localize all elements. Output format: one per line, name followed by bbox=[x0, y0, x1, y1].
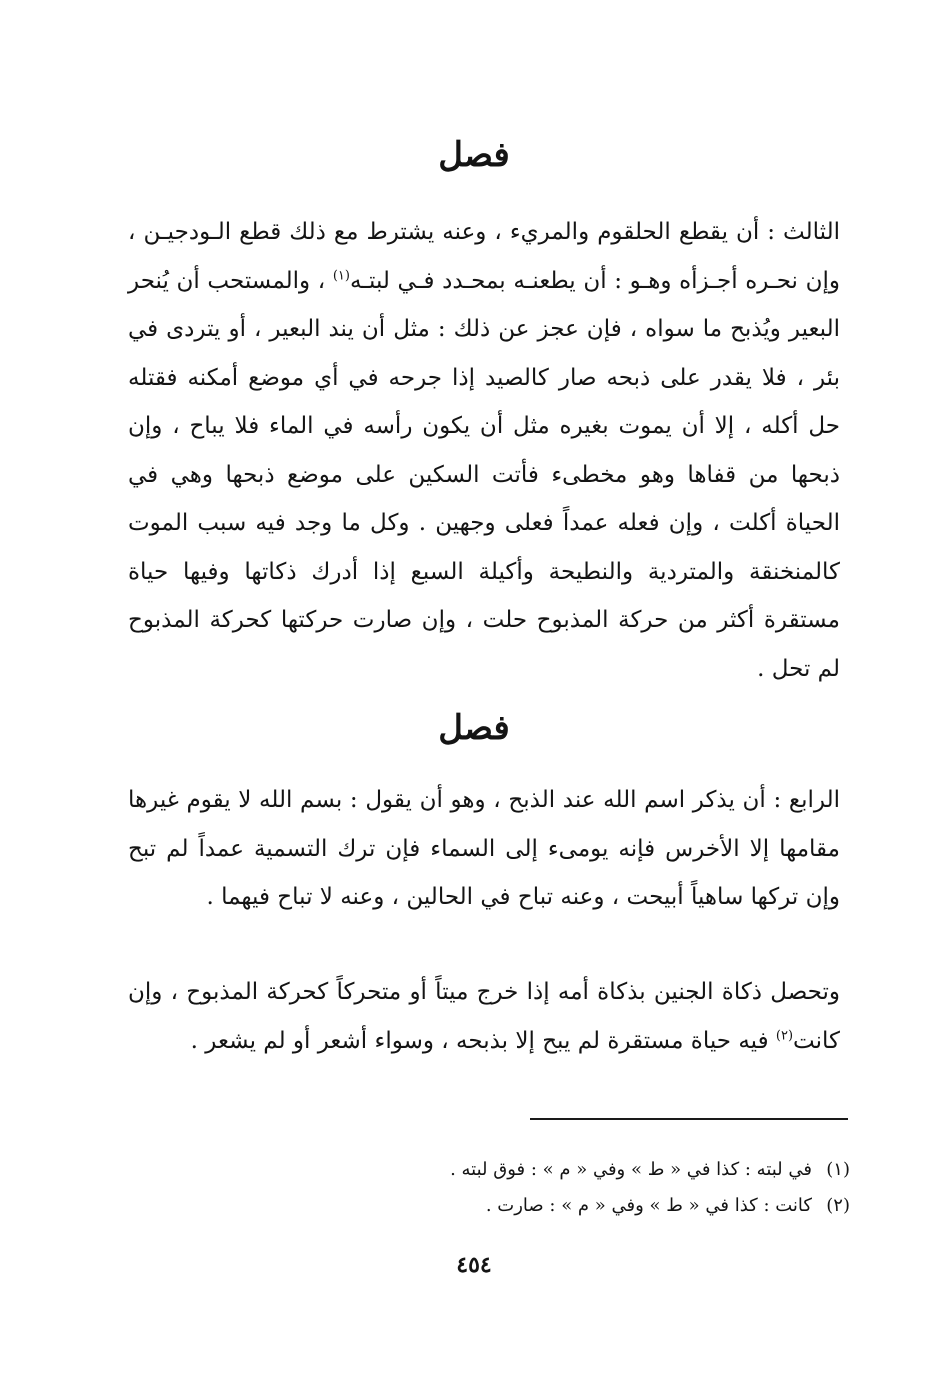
section-heading: فصل bbox=[438, 708, 510, 748]
footnote-text: في لبته : كذا في « ط » وفي « م » : فوق لبته . bbox=[450, 1159, 812, 1180]
footnote-1 bbox=[330, 1152, 850, 1188]
paragraph-text: الثالث : أن يقطع الحلقوم والمريء ، وعنه يشترط مع ذلك قطع الـودجيـن ، وإن نحـره أجـزأه وهـو : أن يطعنـه بمحـدد فـي لبتـه bbox=[128, 219, 840, 294]
paragraph-text: فيه حياة مستقرة لم يبح إلا بذبحه ، وسواء أشعر أو لم يشعر . bbox=[190, 1027, 776, 1054]
footnote-text: كانت : كذا في « ط » وفي « م » : صارت . bbox=[485, 1195, 812, 1216]
paragraph-text: ، والمستحب أن يُنحر البعير ويُذبح ما سواه ، فإن عجز عن ذلك : مثل أن يند البعير ، أو يتردى في بئر ، فلا يقدر على ذبحه صار كالصيد إذا جرحه في أي موضع أمكنه فقتله حل أكله ، إلا أن يموت بغيره مثل أن يكون رأسه في الماء فلا يباح ، وإن ذبحها من قفاها وهو مخطىء فأتت السكين على موضع ذبحها وهي في الحياة أكلت ، وإن فعله عمداً فعلى وجهين . وكل ما وجد فيه سبب الموت كالمنخنقة والمتردية والنطيحة وأكيلة السبع إذا أدرك ذكاتها وفيها حياة مستقرة أكثر من حركة المذبوح حلت ، وإن صارت حركتها كحركة المذبوح لم تحل . bbox=[128, 267, 840, 682]
paragraph-text: الرابع : أن يذكر اسم الله عند الذبح ، وهو أن يقول : بسم الله لا يقوم غيرها مقامها إلا الأخرس فإنه يومىء إلى السماء فإن ترك التسمية عمداً لم تبح وإن تركها ساهياً أبيحت ، وعنه تباح في الحالين ، وعنه لا تباح فيهما . bbox=[128, 787, 840, 910]
paragraph-fourth-condition bbox=[128, 776, 840, 922]
paragraph-third-condition bbox=[128, 208, 840, 693]
paragraph-fetus-slaughter bbox=[128, 968, 840, 1065]
section-heading: فصل bbox=[438, 135, 510, 175]
footnotes bbox=[330, 1152, 850, 1224]
footnote-ref-2[interactable]: (٢) bbox=[775, 1027, 794, 1043]
footnote-2 bbox=[330, 1188, 850, 1224]
page-number: ٤٥٤ bbox=[456, 1252, 492, 1278]
paragraph-text: وتحصل ذكاة الجنين بذكاة أمه إذا خرج ميتاً أو متحركاً كحركة المذبوح ، وإن كانت bbox=[128, 979, 840, 1054]
footnote-number: (١) bbox=[826, 1159, 850, 1180]
footnote-number: (٢) bbox=[826, 1195, 850, 1216]
footnote-divider bbox=[530, 1118, 848, 1120]
footnote-ref-1[interactable]: (١) bbox=[332, 267, 350, 283]
